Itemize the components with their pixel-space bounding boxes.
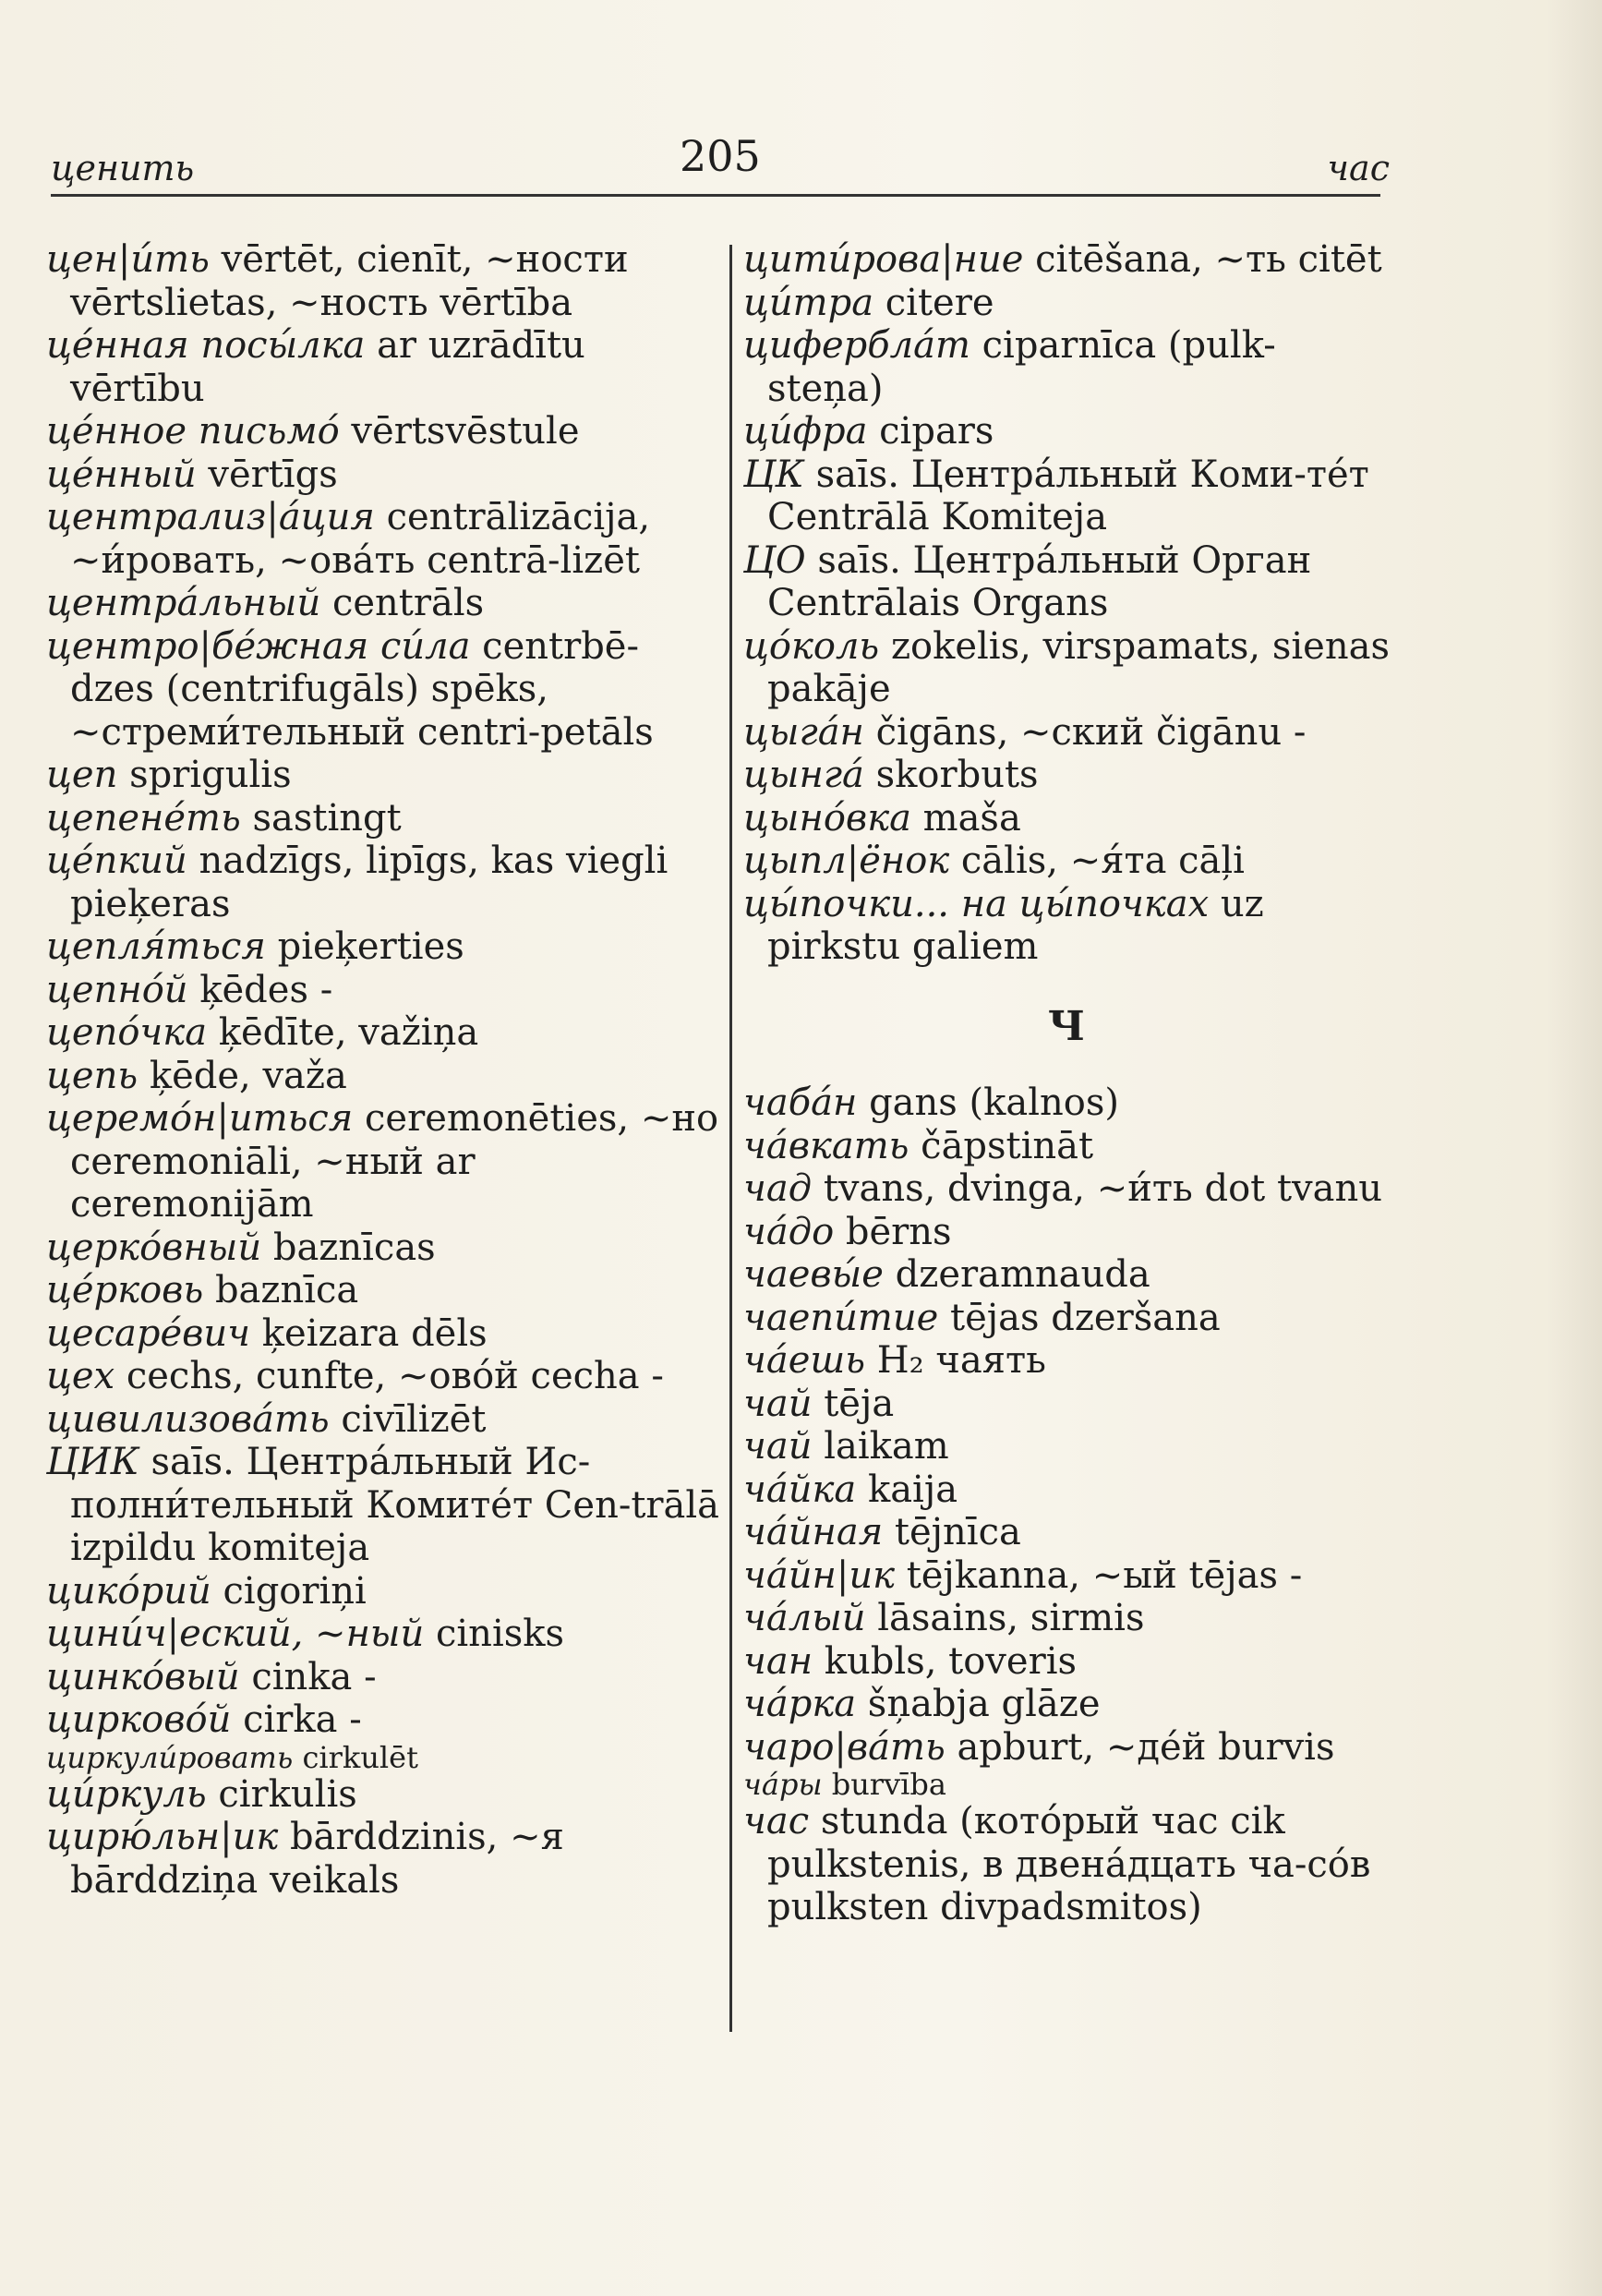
dictionary-entry [46, 238, 720, 324]
right-column-ch-entries [743, 1082, 1390, 1929]
entry-headword: циркули́ровать [46, 1739, 294, 1775]
dictionary-entry [46, 1613, 720, 1656]
entry-translation: ķēdīte, važiņa [218, 1011, 479, 1054]
entry-translation: pieķerties [277, 925, 464, 968]
entry-headword: ча́до [743, 1210, 835, 1253]
dictionary-entry [46, 925, 720, 969]
entry-translation: ciparnīca (pulk-steņa) [767, 324, 1276, 410]
entry-translation: tēja [824, 1382, 895, 1425]
entry-headword: цыпл|ёнок [743, 840, 950, 882]
entry-translation: cirkulis [218, 1772, 357, 1816]
entry-translation: kaija [867, 1468, 958, 1511]
entry-headword: цо́коль [743, 624, 880, 668]
dictionary-entry [46, 969, 720, 1012]
dictionary-entry [46, 582, 720, 625]
dictionary-entry [743, 1683, 1390, 1726]
dictionary-entry [46, 1739, 720, 1775]
entry-headword: чай [743, 1425, 813, 1468]
dictionary-entry [743, 1425, 1390, 1468]
header-right-guide-word: час [1327, 148, 1390, 188]
entry-translation: vērtsvēstule [351, 410, 580, 453]
entry-translation: cinka - [251, 1655, 377, 1698]
dictionary-entry [743, 1554, 1390, 1598]
dictionary-entry [743, 1640, 1390, 1684]
entry-headword: ча́ешь [743, 1339, 866, 1382]
entry-headword: ча́йная [743, 1511, 884, 1553]
page-edge-shadow [1547, 0, 1602, 2296]
entry-translation: lāsains, sirmis [877, 1597, 1145, 1639]
entry-headword: централиз|а́ция [46, 496, 375, 538]
entry-translation: centrbē-dzes (centrifugāls) spēks, ~стреми́тельный centri-petāls [70, 624, 654, 754]
entry-headword: цесаре́вич [46, 1311, 251, 1355]
dictionary-entry [743, 840, 1390, 883]
dictionary-entry [743, 1511, 1390, 1554]
entry-translation: cechs, cunfte, ~ово́й cecha - [126, 1355, 664, 1397]
dictionary-entry [743, 883, 1390, 969]
entry-translation: tējas dzeršana [950, 1296, 1221, 1339]
entry-headword: ци́ркуль [46, 1772, 207, 1816]
entry-translation: cālis, ~я́та cāļi [960, 840, 1245, 882]
dictionary-entry [743, 1297, 1390, 1340]
entry-headword: чаепи́тие [743, 1296, 939, 1339]
entry-headword: ча́йка [743, 1468, 857, 1511]
entry-translation: ķēde, važa [149, 1054, 347, 1097]
entry-translation: sastingt [252, 796, 402, 840]
entry-headword: ча́лый [743, 1597, 866, 1639]
entry-headword: ци́тра [743, 281, 874, 324]
entry-translation: cirka - [243, 1698, 362, 1741]
entry-headword: цен|и́ть [46, 238, 210, 281]
entry-translation: tējnīca [894, 1511, 1021, 1553]
dictionary-entry [743, 410, 1390, 453]
dictionary-entry [743, 453, 1390, 539]
entry-translation: burvība [831, 1767, 946, 1802]
dictionary-entry [743, 711, 1390, 755]
entry-headword: цивилизова́ть [46, 1397, 330, 1441]
dictionary-entry [46, 1312, 720, 1356]
dictionary-entry [743, 539, 1390, 625]
entry-headword: ча́рка [743, 1683, 857, 1725]
entry-headword: чаевы́е [743, 1253, 884, 1296]
dictionary-entry [743, 1383, 1390, 1426]
entry-headword: чай [743, 1382, 813, 1425]
entry-headword: цико́рий [46, 1569, 211, 1613]
entry-headword: ЦК [743, 453, 804, 496]
dictionary-entry [46, 1355, 720, 1398]
entry-headword: ЦО [743, 538, 806, 582]
header-left-guide-word: ценить [51, 148, 195, 188]
dictionary-entry [46, 1570, 720, 1613]
dictionary-entry [46, 1269, 720, 1312]
entry-translation: apburt, ~де́й burvis [957, 1725, 1335, 1769]
dictionary-entry [743, 1167, 1390, 1211]
entry-headword: чаба́н [743, 1082, 858, 1124]
dictionary-entry [46, 1698, 720, 1742]
header-rule [51, 194, 1380, 197]
section-letter: Ч [1047, 1002, 1086, 1050]
entry-headword: це́нное письмо́ [46, 410, 340, 453]
entry-translation: dzeramnauda [895, 1253, 1150, 1296]
entry-headword: цифербла́т [743, 324, 970, 367]
entry-headword: чаро|ва́ть [743, 1725, 946, 1769]
entry-headword: це́рковь [46, 1269, 204, 1311]
entry-translation: stunda (кото́рый час cik pulkstenis, в двена́дцать ча-со́в pulksten divpadsmitos) [767, 1800, 1371, 1928]
dictionary-entry [743, 1339, 1390, 1383]
entry-translation: civīlizēt [341, 1397, 487, 1441]
entry-translation: cirkulēt [302, 1739, 418, 1775]
entry-headword: це́нный [46, 453, 197, 496]
right-column [743, 238, 1390, 1929]
dictionary-entry [46, 1097, 720, 1227]
left-column [46, 238, 720, 1902]
dictionary-entry [743, 1468, 1390, 1512]
entry-translation: laikam [824, 1425, 949, 1468]
entry-translation: baznīcas [272, 1226, 436, 1269]
dictionary-entry [46, 754, 720, 797]
entry-headword: ци́фра [743, 410, 868, 453]
dictionary-entry [46, 1011, 720, 1055]
dictionary-entry [46, 797, 720, 840]
entry-translation: tējkanna, ~ый tējas - [906, 1553, 1303, 1597]
dictionary-entry [743, 1800, 1390, 1929]
dictionary-entry [743, 754, 1390, 797]
entry-translation: ķēdes - [199, 968, 333, 1011]
entry-translation: ķeizara dēls [261, 1311, 488, 1355]
entry-translation: saīs. Центра́льный Ис-полни́тельный Комите́т Cen-trālā izpildu komiteja [70, 1441, 720, 1569]
dictionary-entry [46, 1398, 720, 1442]
dictionary-entry [46, 410, 720, 453]
entry-headword: ча́ры [743, 1767, 823, 1802]
dictionary-entry [46, 1816, 720, 1902]
dictionary-entry [743, 238, 1390, 282]
entry-headword: це́нная посы́лка [46, 324, 366, 367]
entry-translation: zokelis, virspamats, sienas pakāje [767, 624, 1390, 710]
entry-translation: centrālizācija, ~и́ровать, ~ова́ть centrā-lizēt [70, 496, 651, 582]
entry-headword: центра́льный [46, 582, 321, 624]
entry-headword: цепь [46, 1054, 139, 1097]
entry-headword: чан [743, 1639, 813, 1683]
entry-translation: vērtēt, cienīt, ~ности vērtslietas, ~ность vērtība [70, 238, 629, 324]
entry-headword: ЦИК [46, 1441, 139, 1483]
entry-headword: цынга́ [743, 754, 864, 796]
entry-translation: bērns [845, 1210, 952, 1253]
entry-headword: цыно́вка [743, 796, 911, 840]
dictionary-entry [743, 1253, 1390, 1297]
entry-translation: nadzīgs, lipīgs, kas viegli pieķeras [70, 840, 669, 925]
dictionary-entry [743, 282, 1390, 325]
dictionary-entry [46, 453, 720, 497]
dictionary-entry [743, 324, 1390, 410]
entry-translation: citēšana, ~ть citēt [1035, 238, 1382, 281]
entry-headword: ча́вкать [743, 1124, 909, 1167]
entry-headword: цыга́н [743, 710, 864, 754]
entry-translation: maša [922, 796, 1021, 840]
dictionary-entry [743, 797, 1390, 840]
dictionary-entry [743, 1726, 1390, 1770]
entry-translation: saīs. Центра́льный Орган Centrālais Organs [767, 538, 1312, 624]
entry-translation: skorbuts [875, 754, 1039, 796]
dictionary-entry [46, 1441, 720, 1570]
entry-headword: цеп [46, 754, 118, 796]
entry-translation: šņabja glāze [867, 1683, 1101, 1725]
entry-translation: vērtīgs [208, 453, 338, 496]
right-column-ts-entries [743, 238, 1390, 969]
entry-translation: čāpstināt [921, 1124, 1094, 1167]
dictionary-entry [46, 840, 720, 925]
dictionary-entry [743, 1125, 1390, 1168]
entry-translation: cinisks [435, 1613, 565, 1655]
entry-headword: чад [743, 1167, 813, 1210]
entry-headword: церемо́н|иться [46, 1097, 354, 1140]
entry-headword: цирю́льн|ик [46, 1816, 279, 1858]
dictionary-entry [46, 1773, 720, 1817]
entry-headword: цепно́й [46, 968, 188, 1011]
entry-translation: centrāls [331, 582, 485, 624]
dictionary-entry [46, 1656, 720, 1699]
entry-translation: bārddzinis, ~я bārddziņa veikals [70, 1816, 564, 1902]
entry-headword: цепо́чка [46, 1011, 208, 1054]
entry-translation: H₂ чаять [876, 1339, 1046, 1382]
entry-translation: kubls, toveris [824, 1639, 1078, 1683]
dictionary-entry [46, 1055, 720, 1098]
entry-translation: ar uzrādītu vērtību [70, 324, 585, 410]
entry-headword: цити́рова|ние [743, 238, 1024, 281]
entry-headword: цирково́й [46, 1698, 232, 1741]
entry-headword: цепля́ться [46, 925, 266, 968]
entry-headword: цех [46, 1355, 115, 1397]
entry-translation: cipars [879, 410, 994, 453]
entry-translation: citere [885, 281, 994, 324]
entry-headword: цепене́ть [46, 796, 241, 840]
entry-translation: uz pirkstu galiem [767, 882, 1264, 968]
entry-headword: центро|бе́жная си́ла [46, 624, 471, 668]
entry-translation: ceremonēties, ~но ceremoniāli, ~ный ar ceremonijām [70, 1097, 719, 1226]
dictionary-entry [743, 1211, 1390, 1254]
dictionary-entry [46, 496, 720, 582]
dictionary-entry [743, 625, 1390, 711]
entry-translation: sprigulis [129, 754, 292, 796]
dictionary-entry [743, 1597, 1390, 1640]
column-divider [729, 245, 732, 2032]
dictionary-entry [743, 1082, 1390, 1125]
dictionary-entry [46, 625, 720, 755]
entry-headword: це́пкий [46, 840, 187, 882]
entry-headword: цини́ч|еский, ~ный [46, 1613, 425, 1655]
entry-headword: ча́йн|ик [743, 1553, 895, 1597]
entry-translation: tvans, dvinga, ~и́ть dot tvanu [823, 1167, 1383, 1210]
dictionary-entry [46, 1227, 720, 1270]
entry-translation: cigoriņi [223, 1569, 367, 1613]
dictionary-entry [46, 324, 720, 410]
entry-translation: saīs. Центра́льный Коми-те́т Centrālā Komiteja [767, 453, 1369, 538]
entry-translation: gans (kalnos) [869, 1082, 1119, 1124]
dictionary-entry [743, 1769, 1390, 1800]
entry-translation: čigāns, ~ский čigānu - [875, 710, 1307, 754]
entry-headword: цинко́вый [46, 1655, 240, 1698]
entry-headword: цы́почки... на цы́почках [743, 882, 1210, 925]
entry-translation: baznīca [214, 1269, 359, 1311]
entry-headword: час [743, 1800, 810, 1843]
entry-headword: церко́вный [46, 1226, 262, 1269]
page-number: 205 [680, 131, 761, 181]
